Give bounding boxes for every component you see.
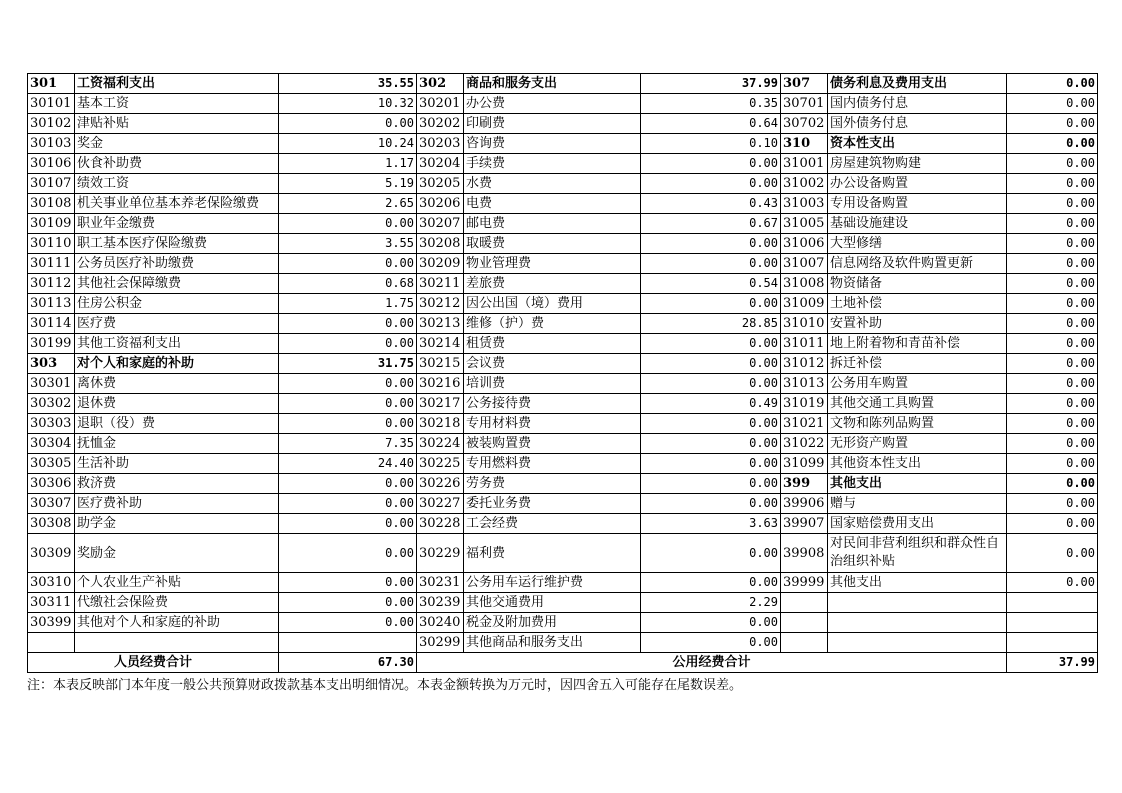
item-name — [828, 613, 1007, 633]
item-value: 0.00 — [641, 573, 781, 593]
item-code: 30215 — [417, 354, 464, 374]
table-row — [28, 174, 1098, 194]
item-code: 30308 — [28, 514, 75, 534]
item-code: 31012 — [781, 354, 828, 374]
item-value: 0.00 — [279, 593, 417, 613]
item-value: 0.00 — [279, 534, 417, 573]
table-row — [28, 334, 1098, 354]
item-value: 0.00 — [1007, 194, 1098, 214]
item-name — [828, 633, 1007, 653]
item-name: 伙食补助费 — [75, 154, 279, 174]
item-code: 30108 — [28, 194, 75, 214]
item-name: 大型修缮 — [828, 234, 1007, 254]
item-code: 30304 — [28, 434, 75, 454]
table-row — [28, 374, 1098, 394]
item-code: 30311 — [28, 593, 75, 613]
item-name: 基础设施建设 — [828, 214, 1007, 234]
item-name: 被装购置费 — [464, 434, 641, 454]
item-value: 0.00 — [279, 394, 417, 414]
item-code: 30203 — [417, 134, 464, 154]
item-value: 0.00 — [1007, 154, 1098, 174]
item-code: 31021 — [781, 414, 828, 434]
item-value: 0.00 — [641, 294, 781, 314]
item-code: 31006 — [781, 234, 828, 254]
item-code: 30310 — [28, 573, 75, 593]
item-code: 30305 — [28, 454, 75, 474]
item-name: 专用材料费 — [464, 414, 641, 434]
item-name: 公务用车购置 — [828, 374, 1007, 394]
item-value: 0.00 — [641, 234, 781, 254]
table-row — [28, 94, 1098, 114]
item-value: 0.00 — [1007, 214, 1098, 234]
item-name: 离休费 — [75, 374, 279, 394]
item-value: 28.85 — [641, 314, 781, 334]
item-name: 其他支出 — [828, 573, 1007, 593]
table-row — [28, 514, 1098, 534]
item-value: 0.00 — [641, 174, 781, 194]
item-code: 30301 — [28, 374, 75, 394]
item-value: 0.00 — [1007, 114, 1098, 134]
item-code: 31008 — [781, 274, 828, 294]
item-code: 30240 — [417, 613, 464, 633]
item-code: 31007 — [781, 254, 828, 274]
item-value: 0.00 — [641, 494, 781, 514]
item-code: 30199 — [28, 334, 75, 354]
item-name: 地上附着物和青苗补偿 — [828, 334, 1007, 354]
item-value: 0.00 — [1007, 394, 1098, 414]
item-name: 土地补偿 — [828, 294, 1007, 314]
item-name: 电费 — [464, 194, 641, 214]
item-code: 30228 — [417, 514, 464, 534]
item-code: 30110 — [28, 234, 75, 254]
item-code: 31005 — [781, 214, 828, 234]
item-code: 31003 — [781, 194, 828, 214]
item-value: 3.55 — [279, 234, 417, 254]
item-name: 培训费 — [464, 374, 641, 394]
item-code: 39906 — [781, 494, 828, 514]
item-code — [781, 613, 828, 633]
item-code: 39999 — [781, 573, 828, 593]
item-code: 30202 — [417, 114, 464, 134]
item-value: 1.17 — [279, 154, 417, 174]
item-code: 30113 — [28, 294, 75, 314]
item-code: 30114 — [28, 314, 75, 334]
table-row — [28, 633, 1098, 653]
item-name: 债务利息及费用支出 — [828, 74, 1007, 94]
table-row — [28, 214, 1098, 234]
item-value: 0.00 — [1007, 274, 1098, 294]
item-name: 拆迁补偿 — [828, 354, 1007, 374]
item-code — [781, 593, 828, 613]
item-name: 职业年金缴费 — [75, 214, 279, 234]
item-code: 31013 — [781, 374, 828, 394]
table-row — [28, 254, 1098, 274]
item-value: 10.24 — [279, 134, 417, 154]
item-name: 个人农业生产补贴 — [75, 573, 279, 593]
item-name: 商品和服务支出 — [464, 74, 641, 94]
item-value: 0.00 — [1007, 474, 1098, 494]
item-name: 赠与 — [828, 494, 1007, 514]
item-value: 0.00 — [641, 474, 781, 494]
item-name: 抚恤金 — [75, 434, 279, 454]
item-name: 委托业务费 — [464, 494, 641, 514]
table-row — [28, 593, 1098, 613]
item-name: 奖励金 — [75, 534, 279, 573]
item-name: 税金及附加费用 — [464, 613, 641, 633]
item-name: 维修（护）费 — [464, 314, 641, 334]
item-value: 35.55 — [279, 74, 417, 94]
item-code: 30302 — [28, 394, 75, 414]
table-row — [28, 414, 1098, 434]
item-value: 0.00 — [1007, 354, 1098, 374]
table-row — [28, 74, 1098, 94]
item-code: 31011 — [781, 334, 828, 354]
item-code: 30103 — [28, 134, 75, 154]
item-code: 31009 — [781, 294, 828, 314]
item-value: 0.00 — [1007, 74, 1098, 94]
item-name: 信息网络及软件购置更新 — [828, 254, 1007, 274]
item-code: 307 — [781, 74, 828, 94]
item-value: 3.63 — [641, 514, 781, 534]
item-value: 0.67 — [641, 214, 781, 234]
table-row — [28, 274, 1098, 294]
item-value: 1.75 — [279, 294, 417, 314]
item-value: 0.00 — [641, 454, 781, 474]
item-name: 其他对个人和家庭的补助 — [75, 613, 279, 633]
item-value: 24.40 — [279, 454, 417, 474]
item-code: 30206 — [417, 194, 464, 214]
item-name: 文物和陈列品购置 — [828, 414, 1007, 434]
item-value: 0.00 — [1007, 534, 1098, 573]
item-name: 救济费 — [75, 474, 279, 494]
item-name: 物资储备 — [828, 274, 1007, 294]
item-value: 0.00 — [279, 414, 417, 434]
totals-row — [28, 653, 1098, 673]
item-name: 安置补助 — [828, 314, 1007, 334]
item-name: 助学金 — [75, 514, 279, 534]
item-name: 租赁费 — [464, 334, 641, 354]
item-code: 39908 — [781, 534, 828, 573]
item-code: 30309 — [28, 534, 75, 573]
item-value: 0.00 — [1007, 374, 1098, 394]
item-value — [1007, 613, 1098, 633]
item-value: 0.00 — [1007, 414, 1098, 434]
item-value: 0.00 — [1007, 314, 1098, 334]
item-code: 30111 — [28, 254, 75, 274]
item-value: 0.00 — [1007, 334, 1098, 354]
item-name: 国外债务付息 — [828, 114, 1007, 134]
item-value: 0.00 — [1007, 134, 1098, 154]
item-name: 水费 — [464, 174, 641, 194]
item-code: 31019 — [781, 394, 828, 414]
item-code: 30224 — [417, 434, 464, 454]
item-name: 印刷费 — [464, 114, 641, 134]
item-name: 住房公积金 — [75, 294, 279, 314]
item-code: 30227 — [417, 494, 464, 514]
table-row — [28, 354, 1098, 374]
item-name: 职工基本医疗保险缴费 — [75, 234, 279, 254]
item-name: 专用设备购置 — [828, 194, 1007, 214]
item-code: 302 — [417, 74, 464, 94]
item-code: 30299 — [417, 633, 464, 653]
item-name: 医疗费补助 — [75, 494, 279, 514]
item-code: 31010 — [781, 314, 828, 334]
item-value: 0.35 — [641, 94, 781, 114]
item-code: 30216 — [417, 374, 464, 394]
table-row — [28, 434, 1098, 454]
item-name: 劳务费 — [464, 474, 641, 494]
item-code: 39907 — [781, 514, 828, 534]
table-row — [28, 234, 1098, 254]
item-code — [781, 633, 828, 653]
item-value: 2.65 — [279, 194, 417, 214]
item-name: 绩效工资 — [75, 174, 279, 194]
item-name: 工资福利支出 — [75, 74, 279, 94]
item-code: 30201 — [417, 94, 464, 114]
item-code: 30217 — [417, 394, 464, 414]
item-value: 0.00 — [279, 374, 417, 394]
item-name: 手续费 — [464, 154, 641, 174]
item-code: 30303 — [28, 414, 75, 434]
item-value: 0.00 — [1007, 454, 1098, 474]
item-name: 办公费 — [464, 94, 641, 114]
item-code: 30205 — [417, 174, 464, 194]
item-name: 生活补助 — [75, 454, 279, 474]
item-value: 0.00 — [279, 334, 417, 354]
table-row — [28, 534, 1098, 573]
item-value: 0.00 — [1007, 514, 1098, 534]
item-code: 30109 — [28, 214, 75, 234]
item-value: 0.00 — [1007, 494, 1098, 514]
item-code: 30307 — [28, 494, 75, 514]
item-name: 无形资产购置 — [828, 434, 1007, 454]
item-name: 基本工资 — [75, 94, 279, 114]
item-name: 因公出国（境）费用 — [464, 294, 641, 314]
table-row — [28, 573, 1098, 593]
item-value: 0.00 — [1007, 234, 1098, 254]
item-value: 0.54 — [641, 274, 781, 294]
item-name: 差旅费 — [464, 274, 641, 294]
item-code: 31002 — [781, 174, 828, 194]
table-row — [28, 114, 1098, 134]
item-value: 0.00 — [279, 254, 417, 274]
item-code: 30112 — [28, 274, 75, 294]
item-code: 30218 — [417, 414, 464, 434]
item-code: 303 — [28, 354, 75, 374]
item-value: 0.00 — [1007, 434, 1098, 454]
table-body — [28, 74, 1098, 653]
item-value: 0.00 — [641, 613, 781, 633]
item-value: 31.75 — [279, 354, 417, 374]
item-value: 37.99 — [641, 74, 781, 94]
item-name: 取暖费 — [464, 234, 641, 254]
item-value: 0.00 — [1007, 294, 1098, 314]
item-value: 0.00 — [279, 114, 417, 134]
item-code: 30239 — [417, 593, 464, 613]
item-value: 0.00 — [279, 494, 417, 514]
item-code: 30225 — [417, 454, 464, 474]
item-name: 其他支出 — [828, 474, 1007, 494]
item-code: 30214 — [417, 334, 464, 354]
item-code: 30209 — [417, 254, 464, 274]
item-value: 0.00 — [641, 154, 781, 174]
personnel-total-value: 67.30 — [279, 653, 417, 673]
table-row — [28, 494, 1098, 514]
item-code: 30101 — [28, 94, 75, 114]
item-code: 30701 — [781, 94, 828, 114]
item-name: 国内债务付息 — [828, 94, 1007, 114]
item-name: 办公设备购置 — [828, 174, 1007, 194]
item-name: 津贴补贴 — [75, 114, 279, 134]
item-value: 0.00 — [641, 354, 781, 374]
item-code: 30107 — [28, 174, 75, 194]
item-value: 0.00 — [279, 314, 417, 334]
table-row — [28, 613, 1098, 633]
item-value: 5.19 — [279, 174, 417, 194]
item-code — [28, 633, 75, 653]
table-row — [28, 194, 1098, 214]
item-value: 0.00 — [279, 514, 417, 534]
item-name: 对个人和家庭的补助 — [75, 354, 279, 374]
item-value — [279, 633, 417, 653]
item-name: 其他交通工具购置 — [828, 394, 1007, 414]
item-code: 30212 — [417, 294, 464, 314]
item-value: 0.00 — [1007, 174, 1098, 194]
item-name: 公务接待费 — [464, 394, 641, 414]
item-name: 物业管理费 — [464, 254, 641, 274]
item-code: 30102 — [28, 114, 75, 134]
item-name: 医疗费 — [75, 314, 279, 334]
table-row — [28, 454, 1098, 474]
item-value: 0.00 — [279, 613, 417, 633]
item-name — [828, 593, 1007, 613]
item-name: 其他工资福利支出 — [75, 334, 279, 354]
item-value: 0.49 — [641, 394, 781, 414]
item-name: 其他资本性支出 — [828, 454, 1007, 474]
expenditure-detail-table — [27, 73, 1098, 673]
item-name: 福利费 — [464, 534, 641, 573]
item-value — [1007, 633, 1098, 653]
item-name: 奖金 — [75, 134, 279, 154]
item-code: 30208 — [417, 234, 464, 254]
item-value: 0.00 — [641, 534, 781, 573]
item-name — [75, 633, 279, 653]
item-code: 399 — [781, 474, 828, 494]
item-name: 代缴社会保险费 — [75, 593, 279, 613]
item-code: 30213 — [417, 314, 464, 334]
item-name: 公务员医疗补助缴费 — [75, 254, 279, 274]
item-value: 0.00 — [1007, 254, 1098, 274]
item-name: 退休费 — [75, 394, 279, 414]
personnel-total-label: 人员经费合计 — [28, 653, 279, 673]
item-code: 30231 — [417, 573, 464, 593]
item-value: 0.64 — [641, 114, 781, 134]
item-code: 30204 — [417, 154, 464, 174]
item-value: 7.35 — [279, 434, 417, 454]
table-row — [28, 154, 1098, 174]
item-code: 31099 — [781, 454, 828, 474]
public-total-label: 公用经费合计 — [417, 653, 1007, 673]
item-name: 机关事业单位基本养老保险缴费 — [75, 194, 279, 214]
item-value: 0.10 — [641, 134, 781, 154]
item-code: 30229 — [417, 534, 464, 573]
item-value: 0.00 — [1007, 94, 1098, 114]
item-name: 国家赔偿费用支出 — [828, 514, 1007, 534]
item-code: 30106 — [28, 154, 75, 174]
item-code: 31022 — [781, 434, 828, 454]
item-code: 30306 — [28, 474, 75, 494]
item-value: 10.32 — [279, 94, 417, 114]
item-value: 0.00 — [279, 214, 417, 234]
item-name: 资本性支出 — [828, 134, 1007, 154]
item-value: 0.00 — [641, 633, 781, 653]
item-code: 30226 — [417, 474, 464, 494]
footnote: 注：本表反映部门本年度一般公共预算财政拨款基本支出明细情况。本表金额转换为万元时，因四舍五入可能存在尾数误差。 — [27, 678, 743, 693]
item-value: 0.00 — [641, 434, 781, 454]
item-name: 工会经费 — [464, 514, 641, 534]
item-name: 其他社会保障缴费 — [75, 274, 279, 294]
item-code: 30211 — [417, 274, 464, 294]
item-value: 0.00 — [641, 414, 781, 434]
item-name: 公务用车运行维护费 — [464, 573, 641, 593]
table-row — [28, 134, 1098, 154]
item-value: 0.00 — [1007, 573, 1098, 593]
item-value: 0.00 — [279, 474, 417, 494]
item-value: 2.29 — [641, 593, 781, 613]
item-value: 0.00 — [641, 254, 781, 274]
item-name: 对民间非营利组织和群众性自治组织补贴 — [828, 534, 1007, 573]
item-value: 0.00 — [641, 374, 781, 394]
item-code: 30399 — [28, 613, 75, 633]
table-row — [28, 474, 1098, 494]
item-value — [1007, 593, 1098, 613]
item-value: 0.43 — [641, 194, 781, 214]
item-name: 专用燃料费 — [464, 454, 641, 474]
item-code: 301 — [28, 74, 75, 94]
item-code: 30207 — [417, 214, 464, 234]
item-code: 31001 — [781, 154, 828, 174]
item-name: 邮电费 — [464, 214, 641, 234]
item-name: 咨询费 — [464, 134, 641, 154]
table-row — [28, 314, 1098, 334]
item-name: 房屋建筑物购建 — [828, 154, 1007, 174]
item-code: 310 — [781, 134, 828, 154]
item-name: 退职（役）费 — [75, 414, 279, 434]
table-row — [28, 294, 1098, 314]
item-code: 30702 — [781, 114, 828, 134]
item-value: 0.68 — [279, 274, 417, 294]
public-total-value: 37.99 — [1007, 653, 1098, 673]
item-value: 0.00 — [279, 573, 417, 593]
item-value: 0.00 — [641, 334, 781, 354]
item-name: 会议费 — [464, 354, 641, 374]
item-name: 其他交通费用 — [464, 593, 641, 613]
item-name: 其他商品和服务支出 — [464, 633, 641, 653]
table-row — [28, 394, 1098, 414]
